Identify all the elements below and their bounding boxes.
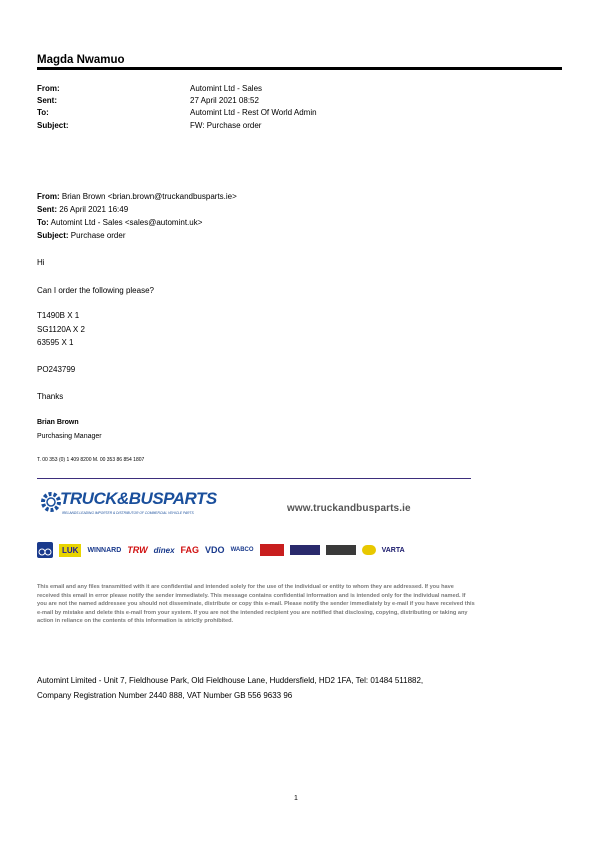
company-address: Automint Limited - Unit 7, Fieldhouse Park, Old Fieldhouse Lane, Huddersfield, HD2 1FA, Tel: 01484 511882, [37, 676, 424, 685]
company-registration: Company Registration Number 2440 888, VAT Number GB 556 9633 96 [37, 691, 293, 700]
fw-subject-line [37, 231, 126, 240]
order-item: SG1120A X 2 [37, 325, 85, 334]
brand-strip [37, 539, 471, 561]
outer-subject-label: Subject: [37, 121, 69, 130]
outer-subject-value: FW: Purchase order [190, 121, 262, 130]
outer-from-value: Automint Ltd - Sales [190, 84, 263, 93]
disclaimer-text: This email and any files transmitted with it are confidential and intended solely for the use of the individual or entity to whom they are addressed. If you have received this email in error please notify the sender immediately. This message contains confidential information and is intended only for the individual named. If you are not the named addressee you should not disseminate, distribute or copy this e-mail. Please notify the sender immediately by e-mail if you have received this e-mail by mistake and delete this e-mail from your system. If you are not the intended recipient you are notified that disclosing, copying, distributing or taking any action in reliance on the contents of this information is strictly prohibited. [37, 584, 475, 624]
greeting: Hi [37, 258, 45, 267]
brand-varta: VARTA [381, 546, 405, 554]
gear-icon [40, 491, 62, 513]
fw-to-value[interactable]: Automint Ltd - Sales <sales@automint.uk> [50, 218, 203, 227]
request-text: Can I order the following please? [37, 286, 154, 295]
po-number: PO243799 [37, 365, 76, 374]
brand-vdo: VDO [205, 545, 225, 555]
fw-subject-label: Subject: [37, 231, 69, 240]
brand-dinex: dinex [153, 545, 175, 555]
truck-bus-logo[interactable] [40, 487, 220, 527]
header-rule [37, 67, 562, 70]
order-item: T1490B X 1 [37, 311, 80, 320]
signature-title: Purchasing Manager [37, 433, 102, 440]
signature-contact: T. 00 353 (0) 1 409 8200 M. 00 353 86 854 1807 [37, 457, 145, 463]
brand-badge-navy [290, 545, 320, 555]
logo-tagline: IRELANDS LEADING IMPORTER & DISTRIBUTOR OF COMMERCIAL VEHICLE PARTS [62, 511, 194, 515]
brand-winnard: WINNARD [87, 546, 122, 554]
fw-from-label: From: [37, 192, 60, 201]
outer-sent-label: Sent: [37, 96, 57, 105]
brand-badge-yellow [362, 545, 376, 555]
signature-name: Brian Brown [37, 419, 79, 426]
brand-fag: FAG [180, 545, 200, 555]
brand-luk: LUK [59, 544, 81, 557]
brand-badge-dark [326, 545, 356, 555]
outer-to-value: Automint Ltd - Rest Of World Admin [190, 108, 317, 117]
fw-subject-value: Purchase order [70, 231, 126, 240]
brand-trw: TRW [127, 545, 148, 555]
thanks-text: Thanks [37, 392, 64, 401]
fw-sent-label: Sent: [37, 205, 57, 214]
fw-to-line [37, 218, 202, 227]
outer-from-label: From: [37, 84, 60, 93]
outer-sent-value: 27 April 2021 08:52 [190, 96, 259, 105]
company-footer [37, 673, 537, 703]
sender-name: Magda Nwamuo [37, 54, 125, 66]
fw-from-value[interactable]: Brian Brown <brian.brown@truckandbusparts.ie> [61, 192, 237, 201]
fw-sent-line [37, 205, 128, 214]
brand-wabco: WABCO [230, 547, 254, 553]
page-number: 1 [294, 795, 298, 802]
fw-to-label: To: [37, 218, 49, 227]
bike-logo-icon [37, 542, 53, 558]
order-item: 63595 X 1 [37, 338, 74, 347]
fw-from-line [37, 192, 237, 201]
website-link[interactable]: www.truckandbusparts.ie [287, 503, 411, 514]
fw-sent-value: 26 April 2021 16:49 [59, 205, 129, 214]
outer-to-label: To: [37, 108, 49, 117]
company-banner[interactable] [37, 478, 471, 566]
brand-badge-red [260, 544, 284, 556]
logo-text: TRUCK&BUSPARTS [60, 489, 217, 508]
